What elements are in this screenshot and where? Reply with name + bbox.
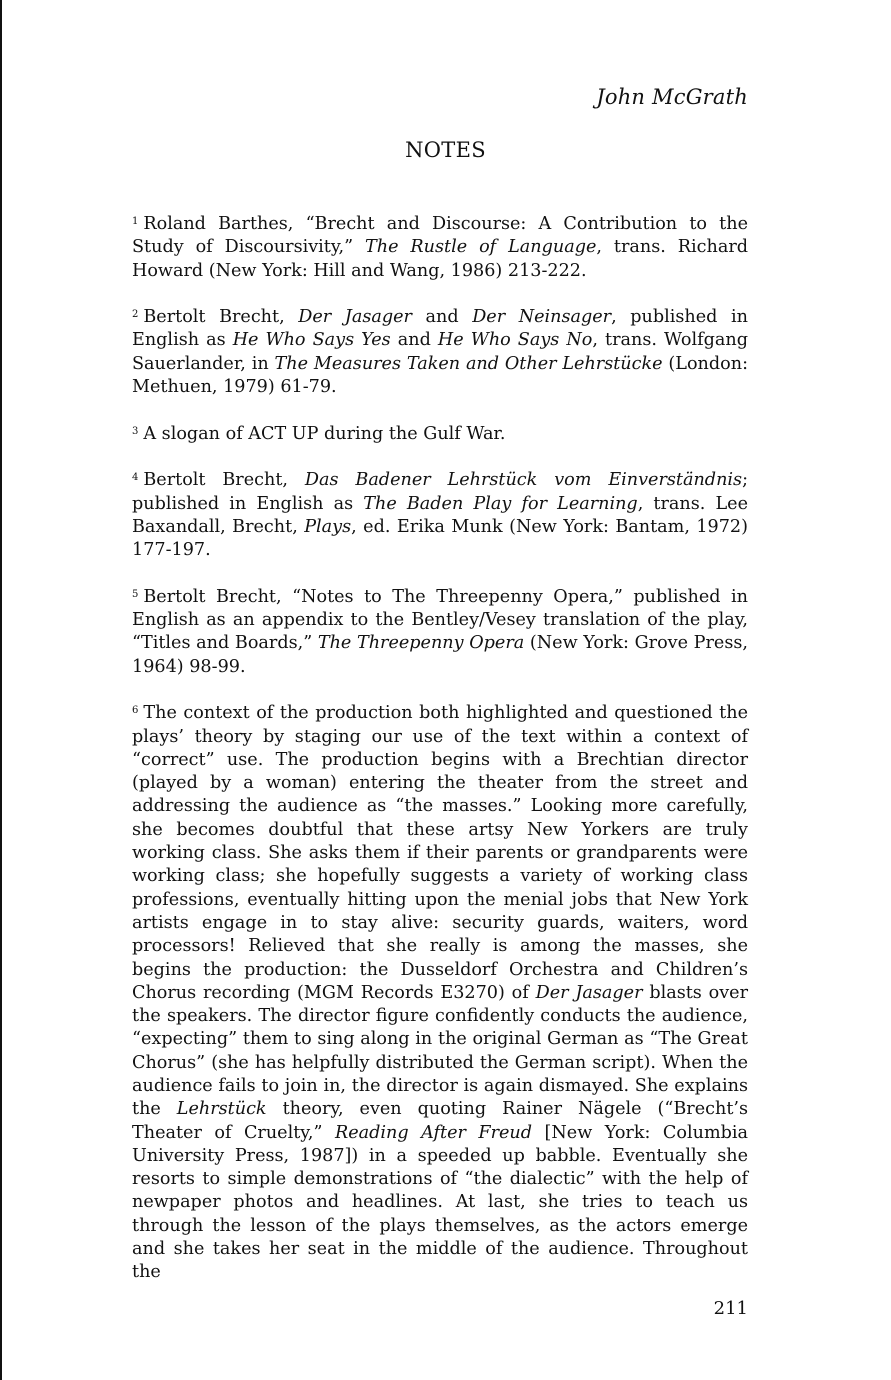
notes-list bbox=[132, 213, 748, 1308]
footnote-text: ; published in English as bbox=[132, 470, 748, 514]
footnote-5 bbox=[132, 586, 748, 679]
section-title: NOTES bbox=[405, 138, 486, 162]
footnote-title-italic: Der Jasager bbox=[535, 982, 643, 1003]
footnote-text: (London: Methuen, 1979) 61-79. bbox=[132, 353, 748, 398]
footnote-title-italic: He Who Says Yes bbox=[232, 330, 391, 351]
footnote-6 bbox=[132, 702, 748, 1284]
running-head-author: John McGrath bbox=[596, 85, 748, 109]
footnote-number: 3 bbox=[132, 425, 139, 437]
footnote-title-italic: Plays bbox=[304, 516, 352, 537]
footnote-title-italic: Der Neinsager bbox=[472, 307, 612, 328]
footnote-text: , trans. Richard Howard (New York: Hill and Wang, 1986) 213-222. bbox=[132, 237, 749, 281]
footnote-number: 4 bbox=[132, 472, 139, 484]
footnote-1 bbox=[132, 213, 748, 283]
footnote-text: and bbox=[390, 330, 438, 351]
footnote-text: , trans. Wolfgang Sauerlander, in bbox=[132, 330, 748, 374]
footnote-title-italic: The Baden Play for Learning bbox=[363, 493, 638, 514]
footnote-title-italic: He Who Says No bbox=[437, 330, 593, 351]
footnote-title-italic: The Rustle of Language bbox=[365, 237, 597, 258]
footnote-text: , trans. Lee Baxandall, Brecht, bbox=[132, 493, 748, 537]
footnote-text: Bertolt Brecht, “Notes to The Threepenny Opera,” published in English as an appendix to the Bentley/Vesey translation of the play, “Titles and Boards,” bbox=[132, 586, 748, 654]
footnote-title-italic: Lehrstück bbox=[176, 1099, 267, 1120]
footnote-text: [New York: Columbia University Press, 1987]) in a speeded up babble. Eventually she resorts to simple demonstrations of “the dialectic” with the help of newpaper photos and headlines. At last, she tries to teach us through the lesson of the plays themselves, as the actors emerge and she takes her seat in the middle of the audience. Throughout the bbox=[132, 1122, 749, 1283]
page-number: 211 bbox=[713, 1298, 748, 1319]
footnote-text: theory, even quoting Rainer Nägele (“Brecht’s Theater of Cruelty,” bbox=[132, 1099, 749, 1143]
footnote-title-italic: Das Badener Lehrstück vom Einverständnis bbox=[304, 470, 743, 491]
footnote-text: blasts over the speakers. The director figure confidently conducts the audience, “expecting” them to sing along in the original German as “The Great Chorus” (she has helpfully distributed the German script). When the audience fails to join in, the director is again dismayed. She explains the bbox=[132, 982, 749, 1120]
footnote-number: 5 bbox=[132, 588, 139, 600]
footnote-text: (New York: Grove Press, 1964) 98-99. bbox=[132, 633, 748, 677]
footnote-2 bbox=[132, 306, 748, 399]
footnote-3 bbox=[132, 423, 748, 446]
footnote-text: and bbox=[411, 307, 473, 328]
footnote-title-italic: The Measures Taken and Other Lehrstücke bbox=[274, 353, 663, 374]
footnote-number: 2 bbox=[132, 309, 139, 321]
page-edge bbox=[0, 0, 2, 1380]
footnote-text: , published in English as bbox=[132, 307, 748, 351]
footnote-4 bbox=[132, 469, 748, 562]
footnote-text: Bertolt Brecht, bbox=[143, 307, 299, 328]
footnote-title-italic: Reading After Freud bbox=[334, 1122, 533, 1143]
footnote-title-italic: Der Jasager bbox=[298, 307, 412, 328]
footnote-text: , ed. Erika Munk (New York: Bantam, 1972) 177-197. bbox=[132, 516, 748, 561]
footnote-text: A slogan of ACT UP during the Gulf War. bbox=[143, 423, 506, 444]
footnote-number: 1 bbox=[132, 216, 139, 227]
footnote-text: The context of the production both highlighted and questioned the plays’ theory by staging our use of the text within a context of “correct” use. The production begins with a Brechtian director (played by a woman) entering the theater from the street and addressing the audience as “the masses.” Looking more carefully, she becomes doubtful that these artsy New Yorkers are truly working class. She asks them if their parents or grandparents were working class; she hopefully suggests a variety of working class professions, eventually hitting upon the menial jobs that New York artists engage in to stay alive: security guards, waiters, word processors! Relieved that she really is among the masses, she begins the production: the Dusseldorf Orchestra and Children’s Chorus recording (MGM Records E3270) of bbox=[132, 703, 748, 1003]
footnote-text: Roland Barthes, “Brecht and Discourse: A Contribution to the Study of Discoursivity,” bbox=[132, 214, 748, 258]
footnote-number: 6 bbox=[132, 705, 139, 717]
footnote-text: Bertolt Brecht, bbox=[143, 470, 305, 491]
footnote-title-italic: The Threepenny Opera bbox=[317, 633, 525, 654]
